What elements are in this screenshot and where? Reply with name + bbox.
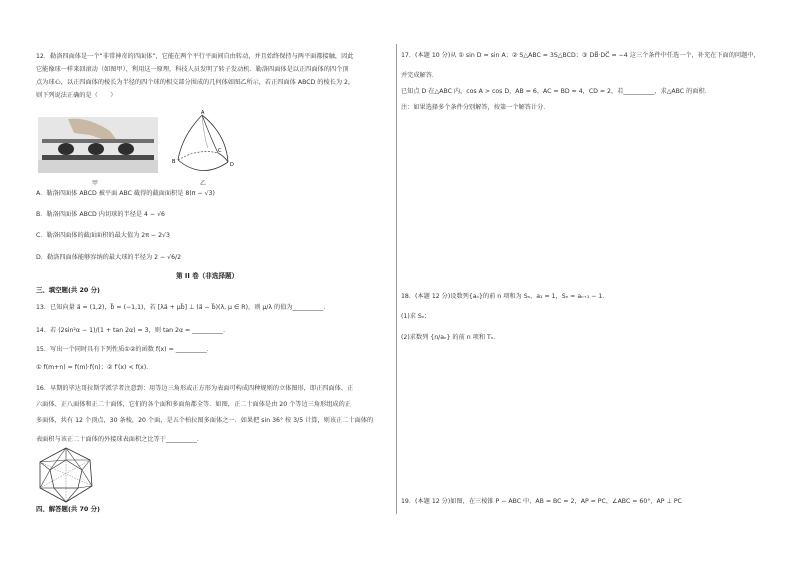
- q17-line-3: 已知点 D 在△ABC 内，cos A > cos D，AB = 6，AC = BD = 4，CD = 2，若__________，求△ABC 的面积．: [401, 88, 711, 95]
- q12-option-c: C．勒洛四面体的截面面积的最大值为 2π − 2√3: [36, 232, 170, 239]
- q12-line-2: 它能像球一样来回滚动（如图甲），利用这一原理，科技人员发明了转子发动机．勒洛四面体是以正四面体的四个顶: [36, 66, 349, 73]
- column-divider: [396, 44, 397, 514]
- vertex-d-label: D: [230, 162, 234, 168]
- part2-title: 第 II 卷（非选择题）: [176, 272, 239, 280]
- bottom-plate: [42, 155, 154, 160]
- q19-stem: 19．(本题 12 分)如图，在三棱锥 P − ABC 中，AB = BC = 2，AP = PC，∠ABC = 60°，AP ⊥ PC: [401, 498, 682, 505]
- q17-note: 注：如果选择多个条件分别解答，按第一个解答计分．: [401, 104, 550, 111]
- q13-text: 13．已知向量 a⃗ = (1,2)，b⃗ = (−1,1)，若 [λa⃗ + μb⃗] ⊥ (a⃗ − b⃗)(λ, μ ∈ R)，则 μ/λ 的值为__________．: [36, 304, 330, 311]
- caption-yi: 乙: [200, 180, 207, 187]
- caption-jia: 甲: [92, 180, 99, 187]
- q17-line-1: 17．(本题 10 分)从 ① sin D = sin A；② S△ABC = 3S△BCD；③ DB⃗·DC⃗ = −4 这三个条件中任选一个，补充在下面的问题中，: [401, 52, 760, 59]
- q12-line-3: 点为球心，以正四面体的棱长为半径的四个球的相交部分围成的几何体如图乙所示，若正四面体 ABCD 的棱长为 2，: [36, 79, 355, 86]
- reuleaux-tetrahedron-figure: [168, 108, 240, 180]
- q15-properties: ① f(m+n) = f(m)·f(n)；② f′(x) < f(x)．: [36, 364, 153, 371]
- q12-line-4: 则下列说法正确的是（ ）: [36, 92, 117, 99]
- icosahedron-figure: [34, 446, 98, 504]
- q12-option-d: D．勒洛四面体能够容纳的最大球的半径为 2 − √6/2: [36, 254, 182, 261]
- q16-line-4: 表面积与该正二十面体的外接球表面积之比等于__________．: [36, 436, 204, 443]
- vertex-b-label: B: [172, 159, 176, 165]
- top-plate: [42, 139, 154, 143]
- q15-text: 15．写出一个同时具有下列性质①②的函数 f(x) = __________．: [36, 346, 213, 353]
- q12-option-a: A．勒洛四面体 ABCD 被平面 ABC 截得的截面面积是 8(π − √3): [36, 190, 215, 197]
- rolling-photo-drawing: [38, 117, 158, 173]
- q14-text: 14．若 (2sin²α − 1)/(1 + tan 2α) = 3，则 tan 2α = __________．: [36, 327, 230, 334]
- vertex-a-label: A: [201, 110, 205, 116]
- reuleaux-ball-3: [118, 143, 134, 155]
- q18-part-1: (1)求 Sₙ；: [401, 313, 431, 320]
- q16-line-3: 多面体，共有 12 个顶点，30 条棱，20 个面，是五个柏拉图多面体之一．如果把 sin 36° 按 3/5 计算，则该正二十面体的: [36, 417, 374, 424]
- reuleaux-ball-1: [58, 143, 74, 155]
- section4-title: 四、解答题(共 70 分): [36, 505, 100, 513]
- q16-line-2: 六面体、正八面体和正二十面体，它们的各个面和多面角都全等．如图，正二十面体是由 20 个等边三角形组成的正: [36, 401, 351, 408]
- q12-option-b: B．勒洛四面体 ABCD 内切球的半径是 4 − √6: [36, 211, 165, 218]
- q17-line-2: 并完成解答．: [401, 72, 439, 79]
- q12-line-1: 12．勒洛四面体是一个“非常神奇的四面体”，它能在两个平行平面间自由转动，并且始终保持与两平面都接触，因此: [36, 53, 354, 60]
- vertex-c-label: C: [218, 148, 222, 154]
- q18-stem: 18．(本题 12 分)设数列{aₙ}的前 n 项和为 Sₙ，a₁ = 1，Sₙ = aₙ₊₁ − 1．: [401, 293, 609, 300]
- q18-part-2: (2)求数列 {n/aₙ} 的前 n 项和 Tₙ．: [401, 334, 500, 341]
- rolling-reuleaux-photo: [38, 117, 158, 173]
- section3-title: 三、填空题(共 20 分): [36, 286, 100, 294]
- q16-line-1: 16．早期的毕达哥拉斯学派学者注意到：用等边三角形或正方形为表面可构成四种规则的立体图形，即正四面体、正: [36, 385, 354, 392]
- reuleaux-ball-2: [88, 143, 104, 155]
